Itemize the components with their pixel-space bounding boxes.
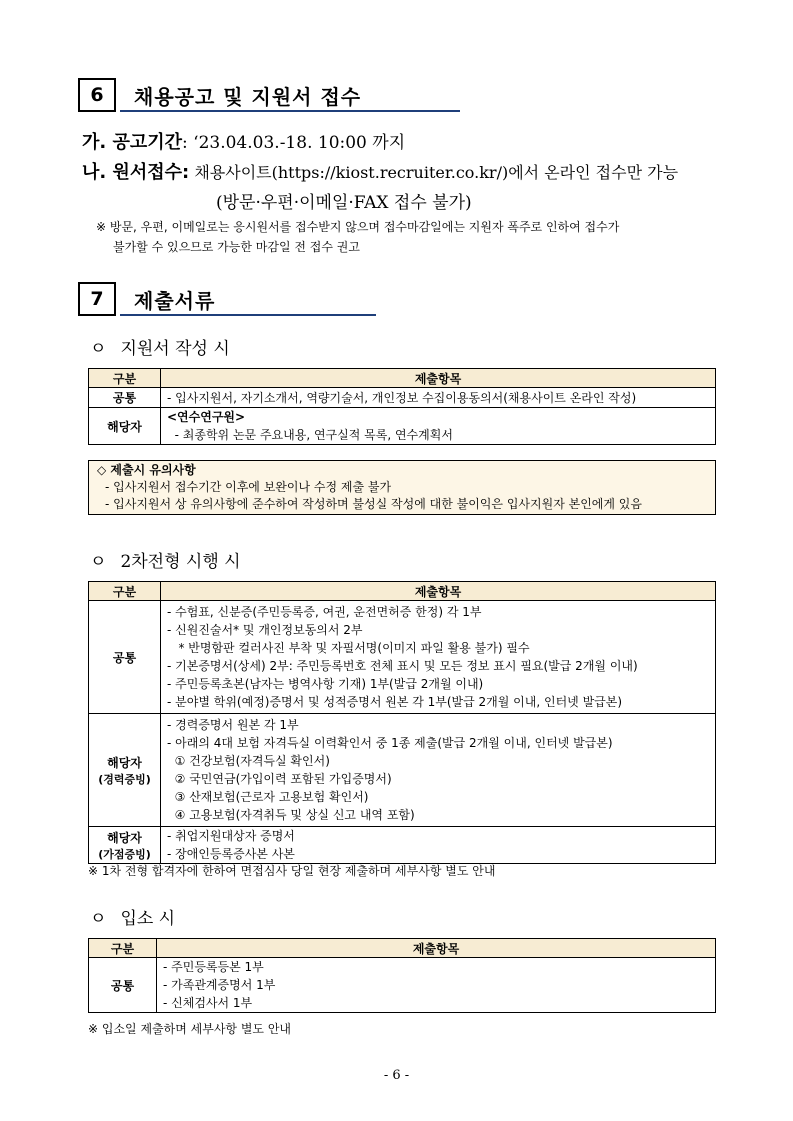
item-text: - 수험표, 신분증(주민등록증, 여권, 운전면허증 한정) 각 1부 — [167, 605, 482, 619]
section-number: 6 — [78, 78, 116, 112]
item-text: - 신체검사서 1부 — [163, 996, 253, 1010]
row-cat: 공통 — [89, 388, 161, 408]
item-text: ① 건강보험(자격득실 확인서) — [167, 754, 330, 768]
header-cat: 구분 — [89, 939, 157, 958]
application-value: 채용사이트(https://kiost.recruiter.co.kr/)에서 온라인 접수만 가능 — [189, 163, 679, 182]
table-row — [89, 827, 716, 864]
caution-item: - 입사지원서 상 유의사항에 준수하여 작성하며 불성실 작성에 대한 불이익은 입사지원자 본인에게 있음 — [105, 497, 642, 511]
table-admission-docs — [88, 938, 716, 1013]
item-text: - 분야별 학위(예정)증명서 및 성적증명서 원본 각 1부(발급 2개월 이내, 인터넷 발급본) — [167, 695, 623, 709]
row-items — [161, 388, 716, 408]
row-cat — [89, 827, 161, 864]
bullet: ㅇ — [90, 339, 107, 359]
sub-heading-text: 지원서 작성 시 — [120, 339, 230, 359]
table-row — [89, 408, 716, 445]
notice-period-value: : ‘23.04.03.-18. 10:00 까지 — [182, 133, 406, 153]
sub-heading-text: 입소 시 — [120, 909, 176, 929]
caution-item: - 입사지원서 접수기간 이후에 보완이나 수정 제출 불가 — [105, 480, 392, 494]
caution-box — [88, 460, 716, 515]
page-number: - 6 - — [383, 1068, 410, 1083]
sub-heading-second-stage — [90, 547, 241, 572]
row-cat-sub: (가점증빙) — [98, 847, 151, 861]
item-text: - 최종학위 논문 주요내용, 연구실적 목록, 연수계획서 — [167, 428, 453, 442]
item-text: ③ 산재보험(근로자 고용보험 확인서) — [167, 790, 369, 804]
table-second-stage-docs — [88, 581, 716, 864]
caution-title: ◇ 제출시 유의사항 — [97, 463, 196, 477]
table-row — [89, 714, 716, 827]
bullet: ㅇ — [90, 552, 107, 572]
application-line — [82, 158, 678, 184]
header-cat: 구분 — [89, 369, 161, 388]
section-underline — [120, 110, 460, 112]
item-text: - 경력증명서 원본 각 1부 — [167, 718, 299, 732]
item-text: - 신원진술서* 및 개인정보동의서 2부 — [167, 623, 363, 637]
row-items — [161, 408, 716, 445]
application-label: 나. 원서접수: — [82, 162, 190, 183]
section-title: 채용공고 및 지원서 접수 — [134, 84, 362, 109]
item-text: - 주민등록초본(남자는 병역사항 기재) 1부(발급 2개월 이내) — [167, 677, 484, 691]
application-cont: (방문·우편·이메일·FAX 접수 불가) — [216, 193, 472, 213]
table-application-docs — [88, 368, 716, 445]
section-7-header — [78, 281, 215, 317]
header-items: 제출항목 — [157, 939, 716, 958]
notice-period-line — [82, 128, 405, 154]
table-row — [89, 388, 716, 408]
row-cat-sub: (경력증빙) — [98, 772, 151, 786]
item-text: - 입사지원서, 자기소개서, 역량기술서, 개인정보 수집이용동의서(채용사이트 온라인 작성) — [167, 390, 637, 405]
note-line-1: ※ 방문, 우편, 이메일로는 응시원서를 접수받지 않으며 접수마감일에는 지원자 폭주로 인하여 접수가 — [96, 220, 620, 234]
item-text: - 아래의 4대 보험 자격득실 이력확인서 중 1종 제출(발급 2개월 이내, 인터넷 발급본) — [167, 736, 613, 750]
bullet: ㅇ — [90, 909, 107, 929]
row-items — [161, 601, 716, 714]
item-text: - 취업지원대상자 증명서 — [167, 829, 295, 843]
header-items: 제출항목 — [161, 369, 716, 388]
section-underline — [120, 314, 376, 316]
row-items — [161, 827, 716, 864]
notice-period-label: 가. 공고기간 — [82, 132, 183, 153]
item-text: - 장애인등록증사본 사본 — [167, 847, 295, 861]
section-number: 7 — [78, 282, 116, 316]
item-text: <연수연구원> — [167, 410, 246, 424]
admission-note: ※ 입소일 제출하며 세부사항 별도 안내 — [88, 1022, 292, 1036]
table-row — [89, 601, 716, 714]
row-items — [157, 958, 716, 1013]
item-text: ② 국민연금(가입이력 포함된 가입증명서) — [167, 772, 392, 786]
second-stage-note: ※ 1차 전형 합격자에 한하여 면접심사 당일 현장 제출하며 세부사항 별도 안내 — [88, 864, 496, 878]
note-line-2: 불가할 수 있으므로 가능한 마감일 전 접수 권고 — [113, 240, 360, 254]
row-cat-main: 해당자 — [107, 830, 142, 845]
section-6-header — [78, 77, 361, 113]
sub-heading-text: 2차전형 시행 시 — [120, 552, 241, 572]
row-cat: 공통 — [89, 958, 157, 1013]
sub-heading-application — [90, 334, 230, 359]
item-text: * 반명함판 컬러사진 부착 및 자필서명(이미지 파일 활용 불가) 필수 — [167, 641, 530, 655]
row-cat — [89, 714, 161, 827]
item-text: ④ 고용보험(자격취득 및 상실 신고 내역 포함) — [167, 808, 415, 822]
row-cat: 해당자 — [89, 408, 161, 445]
header-items: 제출항목 — [161, 582, 716, 601]
item-text: - 주민등록등본 1부 — [163, 960, 264, 974]
header-cat: 구분 — [89, 582, 161, 601]
item-text: - 기본증명서(상세) 2부: 주민등록번호 전체 표시 및 모든 정보 표시 필요(발급 2개월 이내) — [167, 659, 638, 673]
item-text: - 가족관계증명서 1부 — [163, 978, 276, 992]
section-title: 제출서류 — [134, 288, 216, 313]
row-items — [161, 714, 716, 827]
row-cat: 공통 — [89, 601, 161, 714]
table-row — [89, 958, 716, 1013]
sub-heading-admission — [90, 904, 175, 929]
row-cat-main: 해당자 — [107, 755, 142, 770]
